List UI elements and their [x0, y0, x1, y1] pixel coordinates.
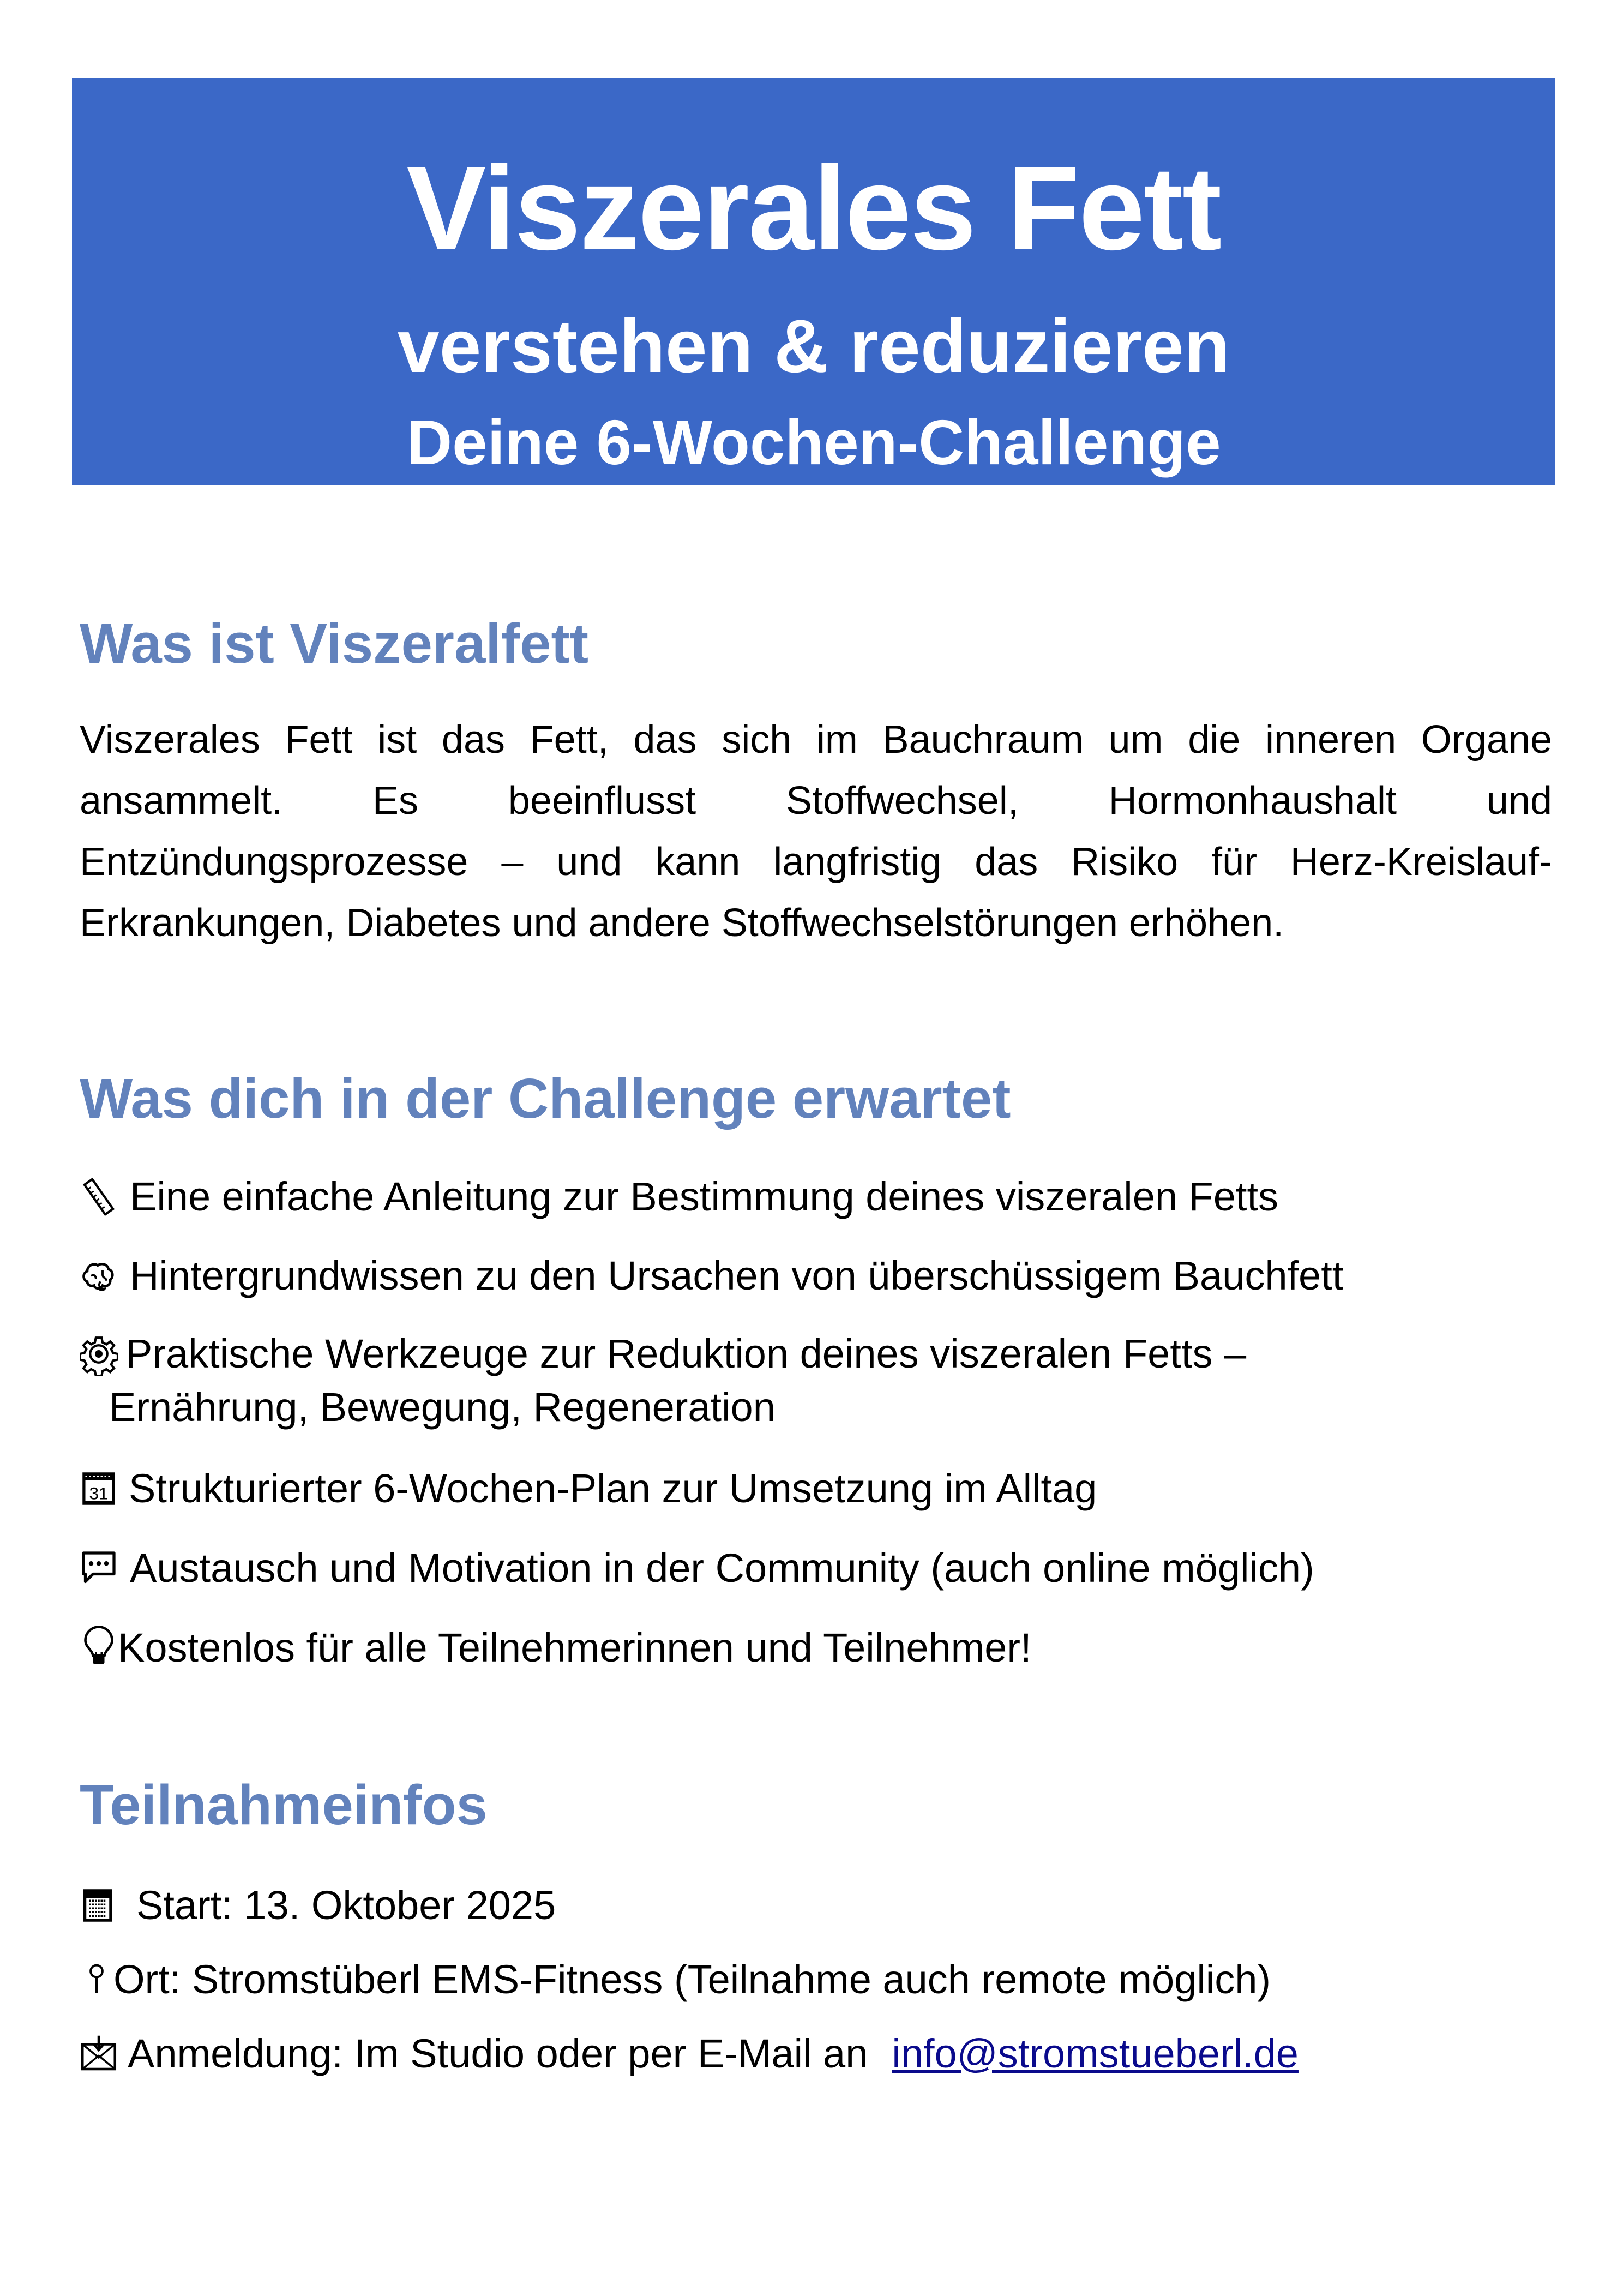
- list-item: Eine einfache Anleitung zur Bestimmung deines viszeralen Fetts: [80, 1170, 1278, 1224]
- title-banner: [72, 78, 1555, 485]
- page-title: Viszerales Fett: [406, 142, 1221, 275]
- brain-icon: [80, 1249, 125, 1303]
- email-link[interactable]: info@stromstueberl.de: [892, 2031, 1299, 2076]
- info-signup: Anmeldung: Im Studio oder per E-Mail an info@stromstueberl.de: [80, 2027, 1299, 2081]
- page-tagline: Deine 6-Wochen-Challenge: [406, 407, 1221, 478]
- calendar-icon: [80, 1879, 125, 1932]
- lightbulb-icon: [80, 1621, 118, 1675]
- list-item: Kostenlos für alle Teilnehmerinnen und Teilnehmer!: [80, 1621, 1032, 1675]
- list-item: 31 Strukturierter 6-Wochen-Plan zur Umsetzung im Alltag: [80, 1462, 1097, 1515]
- list-item: Praktische Werkzeuge zur Reduktion deines viszeralen Fetts – Ernährung, Bewegung, Regeneration: [80, 1327, 1246, 1434]
- info-location: Ort: Stromstüberl EMS-Fitness (Teilnahme auch remote möglich): [80, 1953, 1271, 2006]
- info-start: Start: 13. Oktober 2025: [80, 1879, 556, 1932]
- envelope-icon: [80, 2027, 125, 2081]
- calendar-31-icon: [80, 1462, 125, 1515]
- ruler-icon: [80, 1170, 125, 1224]
- speech-bubble-icon: [80, 1542, 125, 1595]
- gear-icon: [80, 1327, 125, 1381]
- list-item: Hintergrundwissen zu den Ursachen von überschüssigem Bauchfett: [80, 1249, 1343, 1303]
- svg-text:31: 31: [89, 1483, 109, 1503]
- page-subtitle: verstehen & reduzieren: [397, 304, 1230, 388]
- intro-paragraph: Viszerales Fett ist das Fett, das sich im Bauchraum um die inneren Organe ansammelt. Es beeinflusst Stoffwechsel, Hormonhaushalt und Entzündungsprozesse – und kann langfristig das Risiko für Herz-Kreislauf-Erkrankungen, Diabetes und andere Stoffwechselstörungen erhöhen.: [80, 718, 1552, 945]
- section-heading-info: Teilnahmeinfos: [80, 1773, 488, 1836]
- section-heading-expect: Was dich in der Challenge erwartet: [80, 1067, 1011, 1130]
- location-pin-icon: [80, 1953, 113, 2006]
- section-heading-intro: Was ist Viszeralfett: [80, 612, 589, 675]
- list-item: Austausch und Motivation in der Community (auch online möglich): [80, 1542, 1314, 1595]
